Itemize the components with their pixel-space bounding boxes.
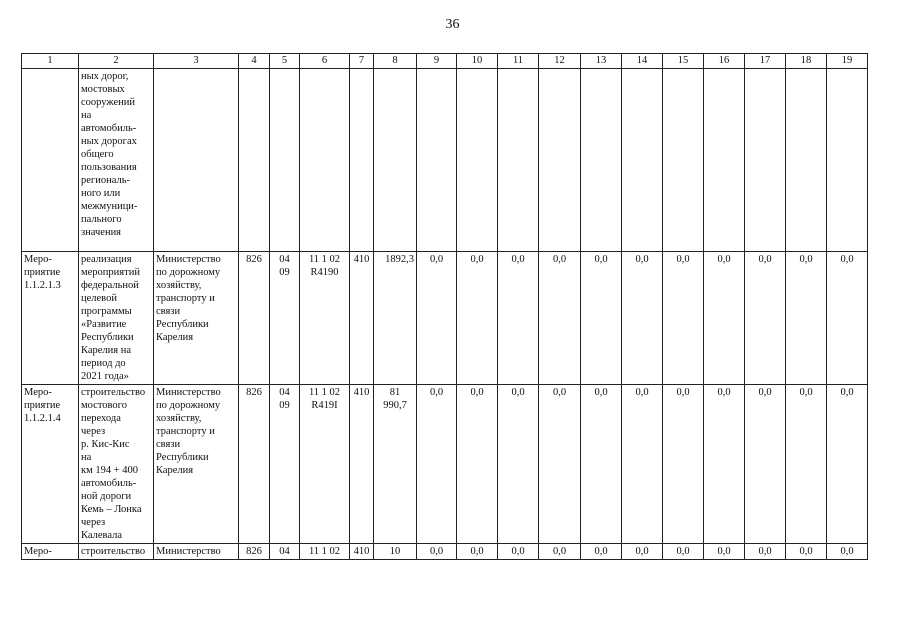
value-cell: 0,0 [827, 252, 868, 385]
column-header: 5 [270, 54, 300, 69]
csr-cell: 11 1 02 R4190 [300, 252, 350, 385]
value-cell: 0,0 [827, 544, 868, 560]
table-row [22, 544, 868, 560]
page-number: 36 [445, 17, 460, 32]
grbs-cell: 826 [239, 385, 270, 544]
column-header: 14 [622, 54, 663, 69]
column-header: 10 [457, 54, 498, 69]
value-cell: 0,0 [417, 544, 457, 560]
column-header: 12 [539, 54, 581, 69]
csr-cell [300, 69, 350, 252]
value-cell: 0,0 [581, 544, 622, 560]
value-cell: 0,0 [745, 544, 786, 560]
value-cell: 0,0 [786, 385, 827, 544]
amount-cell: 10 [374, 544, 417, 560]
column-header: 6 [300, 54, 350, 69]
value-cell: 0,0 [827, 385, 868, 544]
value-cell [745, 69, 786, 252]
activity-name-cell: строительство [79, 544, 154, 560]
value-cell: 0,0 [663, 544, 704, 560]
value-cell [704, 69, 745, 252]
column-header: 7 [350, 54, 374, 69]
activity-name-cell: ных дорог, мостовых сооружений на автомобиль- ных дорогах общего пользования региональ- ного или межмуници- пального значения [79, 69, 154, 252]
value-cell [498, 69, 539, 252]
amount-cell [374, 69, 417, 252]
value-cell: 0,0 [457, 544, 498, 560]
value-cell: 0,0 [745, 252, 786, 385]
column-header: 13 [581, 54, 622, 69]
column-header: 8 [374, 54, 417, 69]
value-cell: 0,0 [539, 252, 581, 385]
activity-id-cell: Меро- [22, 544, 79, 560]
table-row [22, 69, 868, 252]
value-cell [417, 69, 457, 252]
value-cell: 0,0 [539, 544, 581, 560]
value-cell: 0,0 [581, 385, 622, 544]
value-cell: 0,0 [663, 385, 704, 544]
activity-name-cell: строительство мостового перехода через р. Кис-Кис на км 194 + 400 автомобиль- ной дороги Кемь – Лонка через Калевала [79, 385, 154, 544]
vr-cell [350, 69, 374, 252]
column-header: 19 [827, 54, 868, 69]
column-header: 11 [498, 54, 539, 69]
column-header: 2 [79, 54, 154, 69]
vr-cell: 410 [350, 385, 374, 544]
value-cell: 0,0 [622, 252, 663, 385]
executor-cell: Министерство по дорожному хозяйству, транспорту и связи Республики Карелия [154, 252, 239, 385]
executor-cell: Министерство [154, 544, 239, 560]
value-cell: 0,0 [622, 385, 663, 544]
value-cell: 0,0 [539, 385, 581, 544]
column-header: 4 [239, 54, 270, 69]
grbs-cell: 826 [239, 252, 270, 385]
column-header: 16 [704, 54, 745, 69]
value-cell: 0,0 [704, 252, 745, 385]
table-row [22, 252, 868, 385]
value-cell: 0,0 [704, 544, 745, 560]
column-header: 18 [786, 54, 827, 69]
csr-cell: 11 1 02 R419I [300, 385, 350, 544]
activity-id-cell: Меро- приятие 1.1.2.1.4 [22, 385, 79, 544]
table-row [22, 385, 868, 544]
activity-id-cell [22, 69, 79, 252]
budget-table [21, 53, 868, 560]
value-cell: 0,0 [457, 252, 498, 385]
value-cell [622, 69, 663, 252]
executor-cell: Министерство по дорожному хозяйству, транспорту и связи Республики Карелия [154, 385, 239, 544]
amount-cell: 1892,3 [374, 252, 417, 385]
amount-cell: 81 990,7 [374, 385, 417, 544]
grbs-cell: 826 [239, 544, 270, 560]
csr-cell: 11 1 02 [300, 544, 350, 560]
value-cell: 0,0 [663, 252, 704, 385]
activity-name-cell: реализация мероприятий федеральной целевой программы «Развитие Республики Карелия на период до 2021 года» [79, 252, 154, 385]
value-cell: 0,0 [704, 385, 745, 544]
column-header: 9 [417, 54, 457, 69]
executor-cell [154, 69, 239, 252]
column-header: 1 [22, 54, 79, 69]
header-row [22, 54, 868, 69]
rzpr-cell: 04 09 [270, 385, 300, 544]
value-cell: 0,0 [786, 252, 827, 385]
rzpr-cell [270, 69, 300, 252]
column-header: 3 [154, 54, 239, 69]
value-cell: 0,0 [745, 385, 786, 544]
value-cell: 0,0 [457, 385, 498, 544]
value-cell [786, 69, 827, 252]
vr-cell: 410 [350, 544, 374, 560]
grbs-cell [239, 69, 270, 252]
vr-cell: 410 [350, 252, 374, 385]
value-cell: 0,0 [417, 385, 457, 544]
value-cell [539, 69, 581, 252]
value-cell: 0,0 [622, 544, 663, 560]
rzpr-cell: 04 09 [270, 252, 300, 385]
value-cell: 0,0 [417, 252, 457, 385]
column-header: 15 [663, 54, 704, 69]
value-cell [663, 69, 704, 252]
value-cell: 0,0 [581, 252, 622, 385]
value-cell: 0,0 [498, 252, 539, 385]
activity-id-cell: Меро- приятие 1.1.2.1.3 [22, 252, 79, 385]
value-cell [827, 69, 868, 252]
value-cell: 0,0 [498, 544, 539, 560]
rzpr-cell: 04 [270, 544, 300, 560]
value-cell [457, 69, 498, 252]
column-header: 17 [745, 54, 786, 69]
value-cell: 0,0 [498, 385, 539, 544]
value-cell [581, 69, 622, 252]
value-cell: 0,0 [786, 544, 827, 560]
